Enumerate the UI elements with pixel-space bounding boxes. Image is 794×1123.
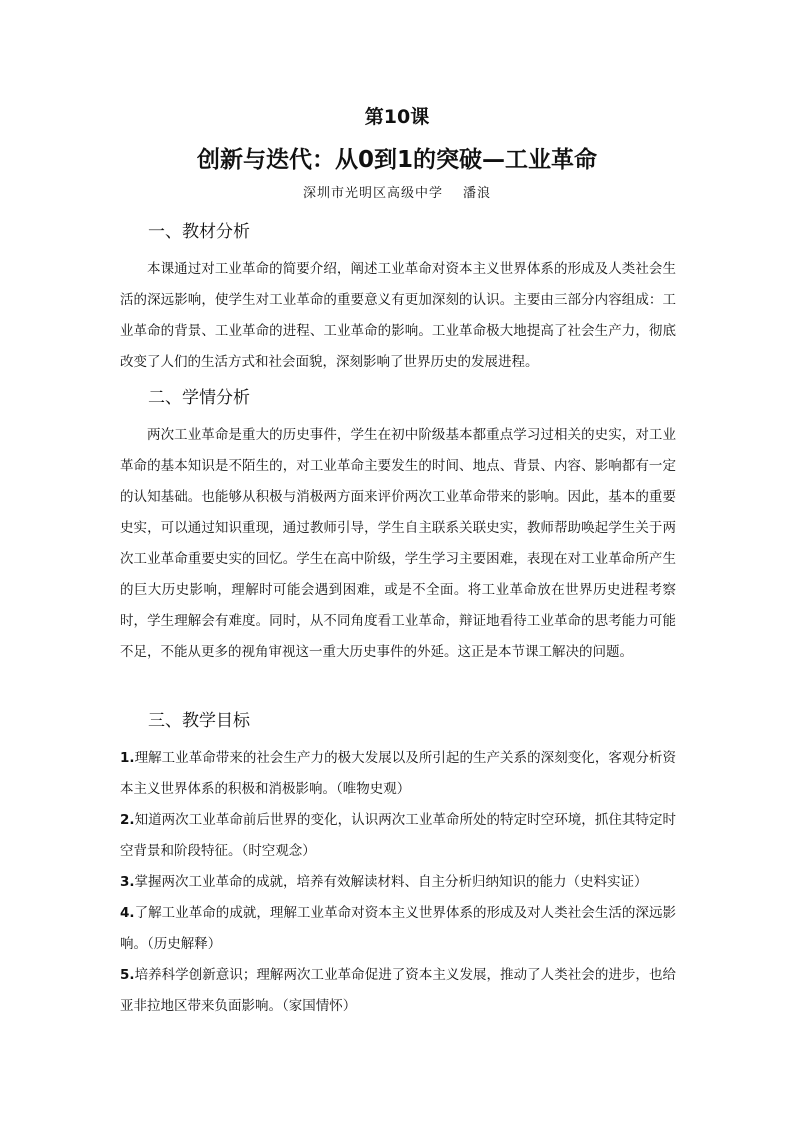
goal-item [120,898,676,960]
goal-number: 4. [120,905,135,921]
goal-item [120,960,676,1022]
goal-number: 1. [120,750,135,766]
goal-text: 了解工业革命的成就，理解工业革命对资本主义世界体系的形成及对人类社会生活的深远影响。（历史解释） [120,905,676,952]
goal-number: 5. [120,967,135,983]
section-text-textbook-analysis: 本课通过对工业革命的简要介绍，阐述工业革命对资本主义世界体系的形成及人类社会生活的深远影响，使学生对工业革命的重要意义有更加深刻的认识。主要由三部分内容组成：工业革命的背景、工业革命的进程、工业革命的影响。工业革命极大地提高了社会生产力，彻底改变了人们的生活方式和社会面貌，深刻影响了世界历史的发展进程。 [120,261,676,370]
author-name: 潘浪 [463,186,492,201]
goal-item [120,743,676,805]
section-heading-student-analysis: 二、学情分析 [148,388,250,408]
goal-item [120,805,676,867]
goal-number: 2. [120,812,135,828]
goal-text: 知道两次工业革命前后世界的变化，认识两次工业革命所处的特定时空环境，抓住其特定时空背景和阶段特征。（时空观念） [120,812,676,859]
goal-text: 掌握两次工业革命的成就，培养有效解读材料、自主分析归纳知识的能力（史料实证） [134,874,648,890]
section-text-student-analysis: 两次工业革命是重大的历史事件，学生在初中阶级基本都重点学习过相关的史实，对工业革命的基本知识是不陌生的，对工业革命主要发生的时间、地点、背景、内容、影响都有一定的认知基础。也能够从积极与消极两方面来评价两次工业革命带来的影响。因此，基本的重要史实，可以通过知识重现，通过教师引导，学生自主联系关联史实，教师帮助唤起学生关于两次工业革命重要史实的回忆。学生在高中阶级，学生学习主要困难，表现在对工业革命所产生的巨大历史影响，理解时可能会遇到困难，或是不全面。将工业革命放在世界历史进程考察时，学生理解会有难度。同时，从不同角度看工业革命，辩证地看待工业革命的思考能力可能不足，不能从更多的视角审视这一重大历史事件的外延。这正是本节课工解决的问题。 [120,427,676,660]
page-title: 创新与迭代：从0到1的突破—工业革命 [196,147,597,173]
section-heading-textbook-analysis: 一、教材分析 [148,222,250,242]
goal-item [120,867,676,898]
section-heading-teaching-goals: 三、教学目标 [148,711,250,731]
author-line [0,184,794,204]
goal-number: 3. [120,874,135,890]
goal-text: 理解工业革命带来的社会生产力的极大发展以及所引起的生产关系的深刻变化，客观分析资本主义世界体系的积极和消极影响。（唯物史观） [120,750,676,797]
goal-text: 培养科学创新意识；理解两次工业革命促进了资本主义发展，推动了人类社会的进步，也给亚非拉地区带来负面影响。（家国情怀） [120,967,676,1014]
lesson-number: 第10课 [364,106,430,128]
author-school: 深圳市光明区高级中学 [302,186,443,201]
